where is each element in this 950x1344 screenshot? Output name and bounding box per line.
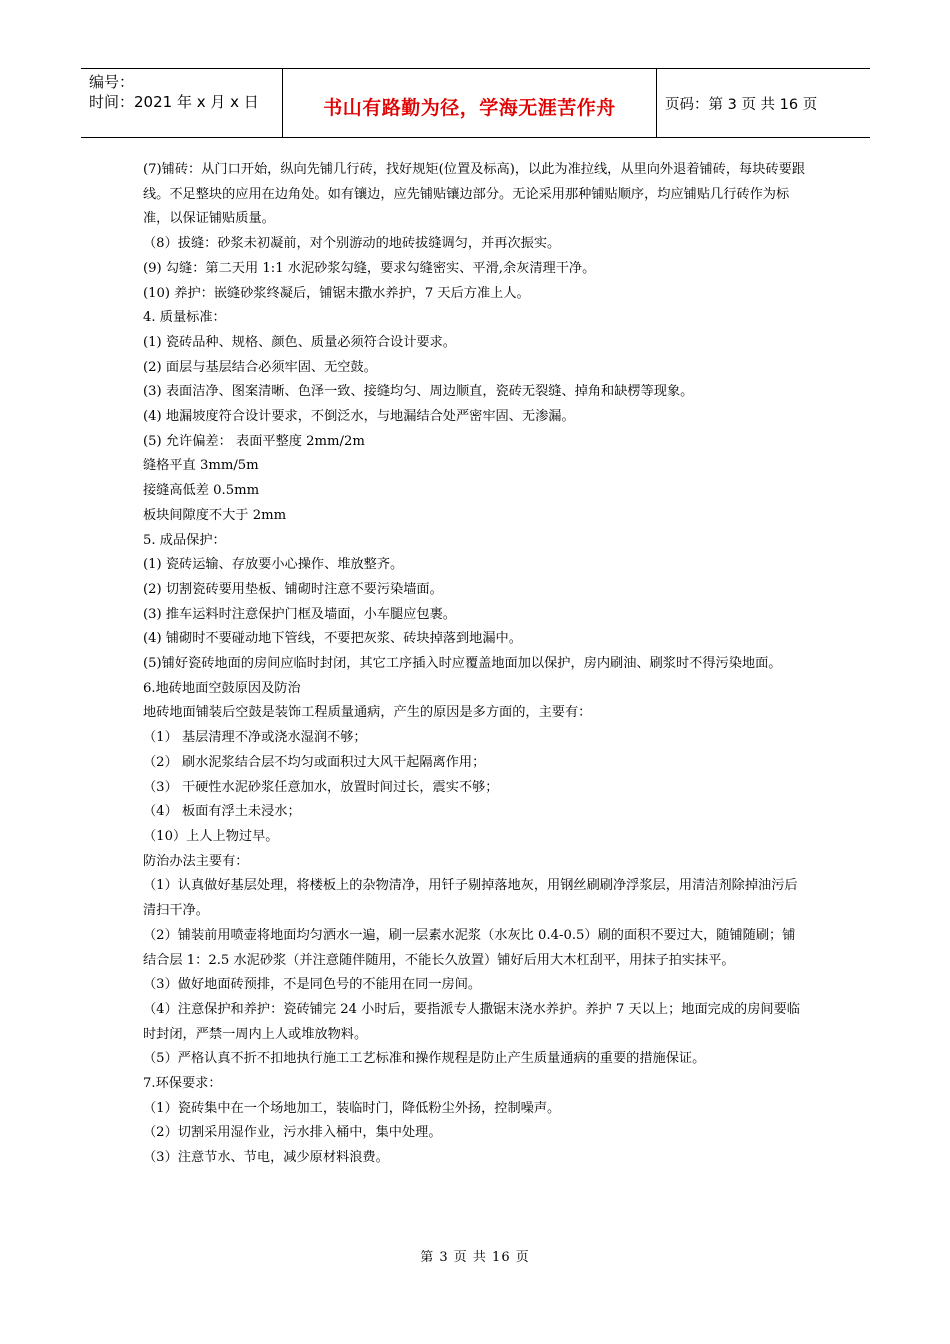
header-motto: 书山有路勤为径，学海无涯苦作舟 (323, 97, 616, 119)
paragraph: 板块间隙度不大于 2mm (143, 507, 287, 523)
paragraph: (7)铺砖：从门口开始，纵向先铺几行砖，找好规矩(位置及标高)，以此为准拉线，从里向外退着铺砖，每块砖要跟线。不足整块的应用在边角处。如有镶边，应先铺贴镶边部分。无论采用那种铺贴顺序，均应铺贴几行砖作为标准，以保证铺贴质量。 (143, 162, 805, 227)
paragraph: (2) 面层与基层结合必须牢固、无空鼓。 (143, 359, 377, 375)
section-heading: 6.地砖地面空鼓原因及防治 (143, 680, 301, 696)
paragraph: (5)铺好瓷砖地面的房间应临时封闭，其它工序插入时应覆盖地面加以保护，房内刷油、刷浆时不得污染地面。 (143, 656, 782, 672)
paragraph: （3）注意节水、节电，减少原材料浪费。 (143, 1150, 389, 1166)
paragraph: (3) 表面洁净、图案清晰、色泽一致、接缝均匀、周边顺直，瓷砖无裂缝、掉角和缺楞等现象。 (143, 384, 694, 400)
paragraph: （2）铺装前用喷壶将地面均匀洒水一遍，刷一层素水泥浆（水灰比 0.4-0.5）刷的面积不要过大，随铺随刷；铺结合层 1：2.5 水泥砂浆（并注意随伴随用，不能长久放置）铺好后用大木杠刮平，用抹子拍实抹平。 (143, 927, 796, 968)
paragraph: (4) 地漏坡度符合设计要求，不倒泛水，与地漏结合处严密牢固、无渗漏。 (143, 409, 575, 425)
document-body (143, 158, 808, 1171)
page-header (81, 68, 870, 138)
page-footer: 第 3 页 共 16 页 (420, 1250, 530, 1265)
paragraph: （4）注意保护和养护：瓷砖铺完 24 小时后，要指派专人撒锯末浇水养护。养护 7 天以上；地面完成的房间要临时封闭，严禁一周内上人或堆放物料。 (143, 1001, 800, 1042)
header-motto-cell (283, 69, 657, 137)
section-heading: 4. 质量标准： (143, 310, 226, 326)
paragraph: （3） 干硬性水泥砂浆任意加水，放置时间过长，震实不够； (143, 779, 499, 795)
document-date-label: 时间：2021 年 x 月 x 日 (89, 93, 259, 111)
paragraph: 接缝高低差 0.5mm (143, 483, 260, 499)
paragraph: (10) 养护：嵌缝砂浆终凝后，铺锯末撒水养护，7 天后方准上人。 (143, 285, 530, 301)
paragraph: (4) 铺砌时不要碰动地下管线，不要把灰浆、砖块掉落到地漏中。 (143, 631, 522, 647)
paragraph: 地砖地面铺装后空鼓是装饰工程质量通病，产生的原因是多方面的，主要有： (143, 705, 592, 721)
paragraph: （8）拔缝：砂浆未初凝前，对个别游动的地砖拔缝调匀，并再次振实。 (143, 236, 561, 252)
paragraph: （2）切割采用湿作业，污水排入桶中，集中处理。 (143, 1125, 442, 1141)
paragraph: (1) 瓷砖运输、存放要小心操作、堆放整齐。 (143, 557, 404, 573)
paragraph: （1）瓷砖集中在一个场地加工，装临时门，降低粉尘外扬，控制噪声。 (143, 1100, 561, 1116)
paragraph: （5）严格认真不折不扣地执行施工工艺标准和操作规程是防止产生质量通病的重要的措施保证。 (143, 1051, 706, 1067)
paragraph: （1）认真做好基层处理，将楼板上的杂物清净，用钎子剔掉落地灰，用钢丝刷刷净浮浆层，用清洁剂除掉油污后清扫干净。 (143, 878, 798, 919)
section-heading: 5. 成品保护： (143, 532, 226, 548)
paragraph: (3) 推车运料时注意保护门框及墙面，小车腿应包裹。 (143, 606, 456, 622)
section-heading: 7.环保要求： (143, 1076, 222, 1092)
document-number-label: 编号： (89, 73, 135, 91)
paragraph: 缝格平直 3mm/5m (143, 458, 259, 474)
paragraph: （2） 刷水泥浆结合层不均匀或面积过大风干起隔离作用； (143, 754, 486, 770)
paragraph: (5) 允许偏差： 表面平整度 2mm/2m (143, 433, 365, 449)
paragraph: （3）做好地面砖预排，不是同色号的不能用在同一房间。 (143, 977, 482, 993)
paragraph: （1） 基层清理不净或浇水湿润不够； (143, 730, 367, 746)
paragraph: (1) 瓷砖品种、规格、颜色、质量必须符合设计要求。 (143, 334, 456, 350)
paragraph: 防治办法主要有： (143, 853, 249, 869)
header-page-cell (657, 69, 870, 137)
header-left-cell (81, 69, 283, 137)
paragraph: (9) 勾缝：第二天用 1:1 水泥砂浆勾缝，要求勾缝密实、平滑,余灰清理干净。 (143, 260, 596, 276)
paragraph: （10）上人上物过早。 (143, 828, 279, 844)
paragraph: （4） 板面有浮土未浸水； (143, 804, 301, 820)
header-page-info: 页码：第 3 页 共 16 页 (665, 97, 818, 113)
paragraph: (2) 切割瓷砖要用垫板、铺砌时注意不要污染墙面。 (143, 581, 443, 597)
